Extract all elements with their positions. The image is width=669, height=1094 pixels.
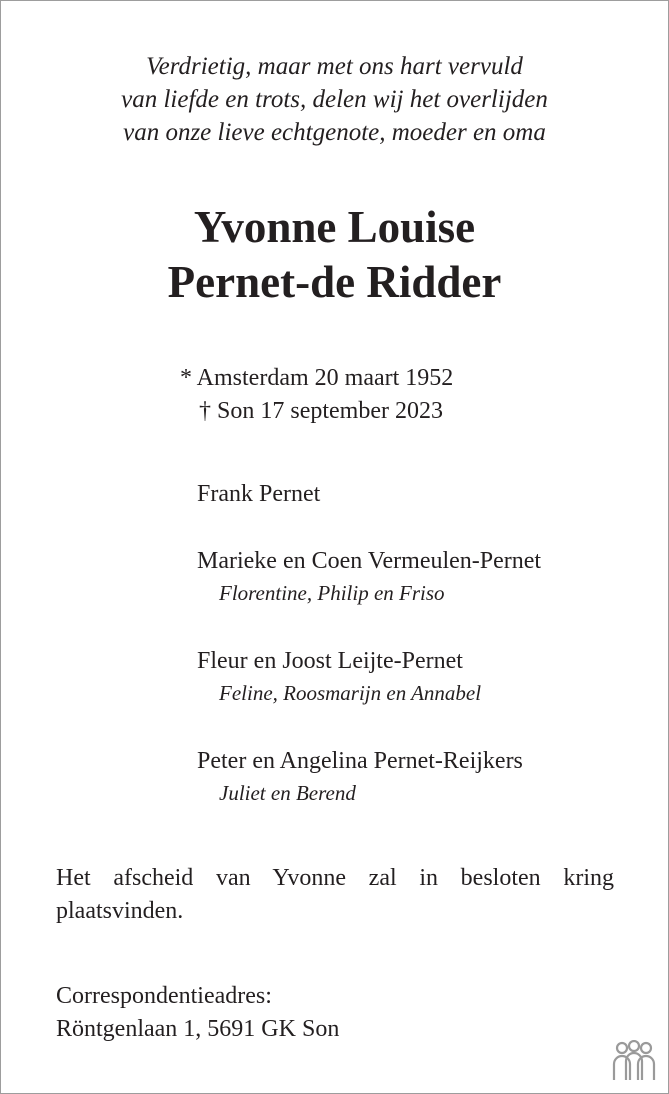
deceased-surname: Pernet-de Ridder xyxy=(167,257,502,307)
family-children: Feline, Roosmarijn en Annabel xyxy=(219,681,482,705)
family-list xyxy=(197,478,541,809)
people-group-icon xyxy=(609,1040,659,1082)
deceased-name xyxy=(0,200,669,310)
family-members: Peter en Angelina Pernet-Reijkers xyxy=(197,748,523,774)
family-children: Florentine, Philip en Friso xyxy=(219,581,445,605)
family-group xyxy=(197,745,541,809)
intro-line: van liefde en trots, delen wij het overlijden xyxy=(121,86,548,113)
death-date: † Son 17 september 2023 xyxy=(199,398,443,424)
family-members: Frank Pernet xyxy=(197,481,321,507)
family-members: Marieke en Coen Vermeulen-Pernet xyxy=(197,548,542,574)
family-children: Juliet en Berend xyxy=(219,781,356,805)
correspondence-address xyxy=(56,980,339,1046)
address-value: Röntgenlaan 1, 5691 GK Son xyxy=(56,1016,340,1042)
birth-date: * Amsterdam 20 maart 1952 xyxy=(180,365,454,391)
family-members: Fleur en Joost Leijte-Pernet xyxy=(197,648,463,674)
family-group xyxy=(197,645,541,709)
intro-line: van onze lieve echtgenote, moeder en oma xyxy=(123,119,546,146)
intro-line: Verdrietig, maar met ons hart vervuld xyxy=(146,53,523,80)
deceased-first-names: Yvonne Louise xyxy=(193,202,476,252)
family-group xyxy=(197,545,541,609)
address-label: Correspondentieadres: xyxy=(56,983,272,1009)
farewell-text xyxy=(56,862,614,928)
family-group xyxy=(197,478,541,510)
farewell-line: Het afscheid van Yvonne zal in besloten kring xyxy=(56,865,614,891)
life-dates xyxy=(180,362,453,428)
farewell-line: plaatsvinden. xyxy=(56,898,184,924)
intro-text xyxy=(0,50,669,149)
